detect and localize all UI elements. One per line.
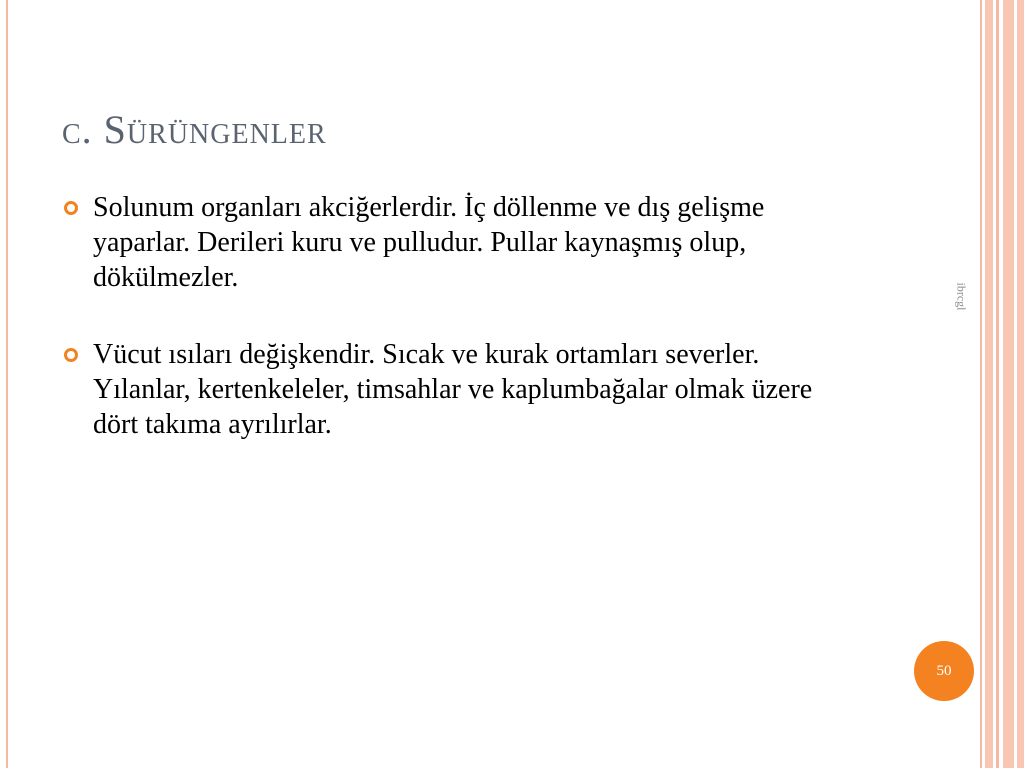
left-border-line: [6, 0, 8, 768]
right-stripe: [980, 0, 982, 768]
right-stripe: [985, 0, 993, 768]
circle-bullet-icon: [64, 348, 78, 362]
page-number: 50: [936, 662, 952, 679]
right-stripe: [996, 0, 999, 768]
bullet-text: Solunum organları akciğerlerdir. İç döllenme ve dış gelişme yaparlar. Derileri kuru ve pulludur. Pullar kaynaşmış olup, dökülmezler.: [93, 192, 765, 293]
side-author-label: ibrcgl: [954, 282, 969, 311]
right-stripe: [1017, 0, 1024, 768]
circle-bullet-icon: [64, 201, 78, 215]
bullet-item: [62, 337, 862, 442]
bullet-list: [62, 190, 862, 484]
page-number-badge: [914, 641, 974, 701]
bullet-item: [62, 190, 862, 295]
right-stripe: [1003, 0, 1014, 768]
slide-title: c. Sürüngenler: [62, 107, 327, 152]
bullet-text: Vücut ısıları değişkendir. Sıcak ve kurak ortamları severler. Yılanlar, kertenkeleler, timsahlar ve kaplumbağalar olmak üzere dört takıma ayrılırlar.: [93, 339, 813, 440]
